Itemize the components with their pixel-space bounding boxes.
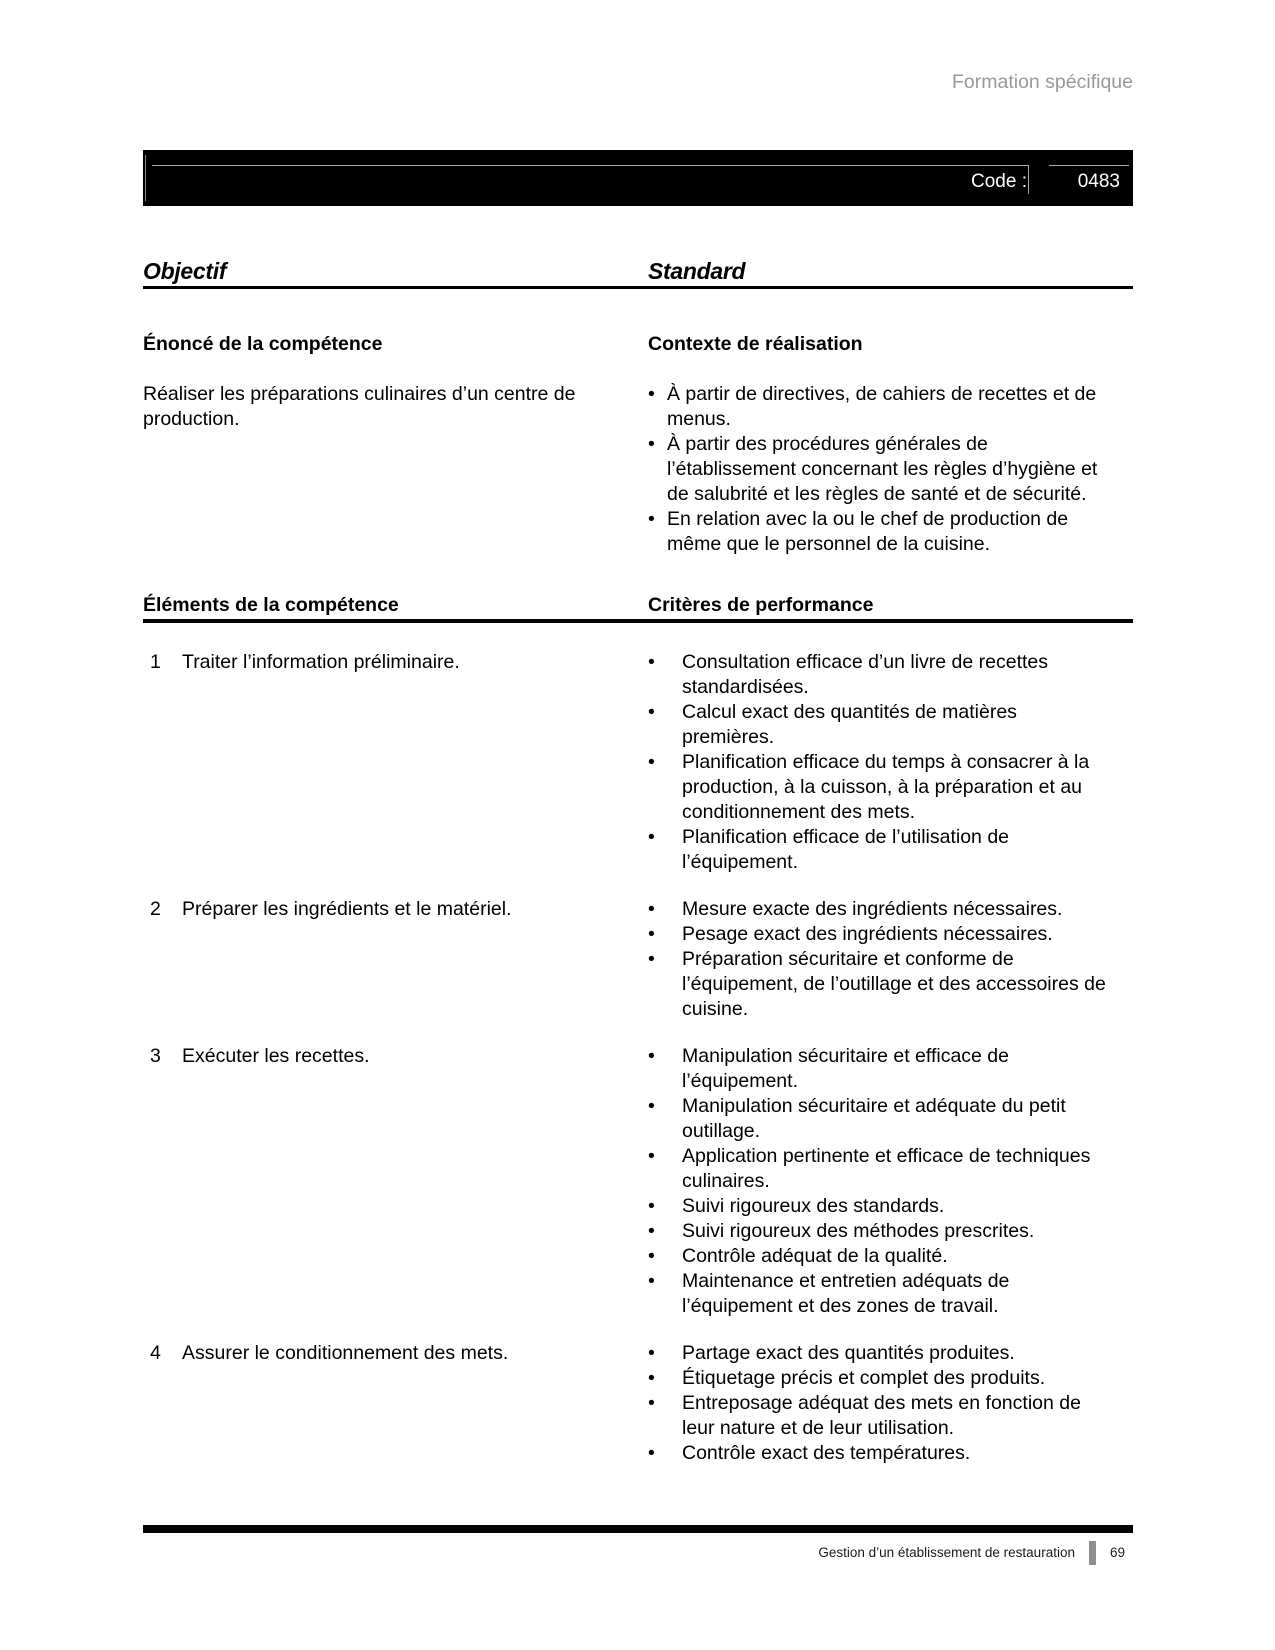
banner-cell-separator-line xyxy=(1028,165,1029,194)
criteria-list xyxy=(648,1341,1133,1466)
objective-heading: Objectif xyxy=(143,258,227,284)
context-bullet-list xyxy=(648,382,1133,557)
page-section-label: Formation spécifique xyxy=(951,71,1133,93)
criteria-item xyxy=(648,897,1133,922)
competence-statement: Réaliser les préparations culinaires d’un centre de production. xyxy=(143,383,576,430)
element-number: 2 xyxy=(150,898,161,920)
statement-heading: Énoncé de la compétence xyxy=(143,333,383,355)
code-label: Code : xyxy=(971,171,1027,192)
criteria-item xyxy=(648,1269,1133,1319)
criteria-item xyxy=(648,1366,1133,1391)
element-row-4 xyxy=(143,1341,1133,1466)
criteria-list xyxy=(648,897,1133,1022)
criteria-item-text: • Planification efficace du temps à consacrer à la production, à la cuisson, à la préparation et au conditionnement des mets. xyxy=(682,751,1090,823)
criteria-item-text: • Contrôle exact des températures. xyxy=(682,1442,971,1464)
elements-subheadings-row xyxy=(143,593,1133,623)
criteria-item-text: • Manipulation sécuritaire et efficace de l’équipement. xyxy=(682,1045,1009,1092)
context-item xyxy=(648,507,1133,557)
criteria-item xyxy=(648,922,1133,947)
criteria-item xyxy=(648,1194,1133,1219)
footer-divider-bar xyxy=(1089,1541,1096,1565)
criteria-item xyxy=(648,700,1133,750)
criteria-item-text: • Manipulation sécuritaire et adéquate du petit outillage. xyxy=(682,1095,1066,1142)
criteria-item xyxy=(648,650,1133,700)
context-item xyxy=(648,432,1133,507)
element-number: 1 xyxy=(150,651,161,673)
element-cell xyxy=(143,897,648,1022)
criteria-item-text: • Étiquetage précis et complet des produits. xyxy=(682,1367,1046,1389)
element-text: Assurer le conditionnement des mets. xyxy=(182,1342,509,1364)
column-headings-row xyxy=(143,258,1133,289)
competence-subheadings-row xyxy=(143,332,1133,356)
criteria-item-text: • Consultation efficace d’un livre de recettes standardisées. xyxy=(682,651,1049,698)
element-cell xyxy=(143,1044,648,1319)
page-content xyxy=(143,0,1133,1466)
criteria-item xyxy=(648,1219,1133,1244)
banner-code-underline xyxy=(1049,165,1129,166)
criteria-item-text: • Planification efficace de l’utilisation de l’équipement. xyxy=(682,826,1010,873)
element-text: Exécuter les recettes. xyxy=(182,1045,370,1067)
banner-title-underline xyxy=(152,165,1028,166)
criteria-item xyxy=(648,1044,1133,1094)
criteria-item-text: • Mesure exacte des ingrédients nécessaires. xyxy=(682,898,1063,920)
criteria-item xyxy=(648,750,1133,825)
criteria-item xyxy=(648,1244,1133,1269)
element-cell xyxy=(143,650,648,875)
criteria-item-text: • Maintenance et entretien adéquats de l’équipement et des zones de travail. xyxy=(682,1270,1010,1317)
criteria-item-text: • Préparation sécuritaire et conforme de l’équipement, de l’outillage et des accessoires de cuisine. xyxy=(682,948,1106,1020)
context-item-text: • En relation avec la ou le chef de production de même que le personnel de la cuisine. xyxy=(667,508,1069,555)
elements-heading: Éléments de la compétence xyxy=(143,594,399,616)
element-text: Préparer les ingrédients et le matériel. xyxy=(182,898,512,920)
context-heading: Contexte de réalisation xyxy=(648,333,863,355)
criteria-item-text: • Entreposage adéquat des mets en fonction de leur nature et de leur utilisation. xyxy=(682,1392,1081,1439)
banner-left-border-line xyxy=(145,155,146,201)
criteria-item xyxy=(648,1144,1133,1194)
criteria-item-text: • Pesage exact des ingrédients nécessaires. xyxy=(682,923,1053,945)
criteria-item xyxy=(648,1094,1133,1144)
criteria-item-text: • Suivi rigoureux des méthodes prescrites. xyxy=(682,1220,1035,1242)
page-footer xyxy=(143,1541,1133,1565)
criteria-item-text: • Application pertinente et efficace de techniques culinaires. xyxy=(682,1145,1091,1192)
criteria-heading: Critères de performance xyxy=(648,594,874,616)
criteria-item-text: • Contrôle adéquat de la qualité. xyxy=(682,1245,948,1267)
element-row-1 xyxy=(143,650,1133,875)
running-header xyxy=(143,72,1133,92)
standard-heading: Standard xyxy=(648,258,746,284)
context-item-text: • À partir des procédures générales de l’établissement concernant les règles d’hygiène et de salubrité et les règles de santé et de sécurité. xyxy=(667,433,1098,505)
footer-rule-bar xyxy=(143,1525,1133,1533)
code-banner xyxy=(143,150,1133,206)
footer-document-title: Gestion d’un établissement de restauration xyxy=(818,1545,1075,1560)
criteria-item xyxy=(648,825,1133,875)
context-item-text: • À partir de directives, de cahiers de recettes et de menus. xyxy=(667,383,1097,430)
footer-page-number: 69 xyxy=(1109,1545,1125,1560)
criteria-item xyxy=(648,1391,1133,1441)
criteria-item xyxy=(648,947,1133,1022)
context-item xyxy=(648,382,1133,432)
criteria-item xyxy=(648,1441,1133,1466)
element-number: 3 xyxy=(150,1045,161,1067)
criteria-item-text: • Partage exact des quantités produites. xyxy=(682,1342,1015,1364)
element-number: 4 xyxy=(150,1342,161,1364)
competence-body-row xyxy=(143,382,1133,557)
criteria-list xyxy=(648,650,1133,875)
criteria-item xyxy=(648,1341,1133,1366)
element-text: Traiter l’information préliminaire. xyxy=(182,651,460,673)
criteria-item-text: • Suivi rigoureux des standards. xyxy=(682,1195,945,1217)
criteria-item-text: • Calcul exact des quantités de matières premières. xyxy=(682,701,1017,748)
element-cell xyxy=(143,1341,648,1466)
element-row-2 xyxy=(143,897,1133,1022)
criteria-list xyxy=(648,1044,1133,1319)
code-value: 0483 xyxy=(1077,171,1120,192)
element-row-3 xyxy=(143,1044,1133,1319)
